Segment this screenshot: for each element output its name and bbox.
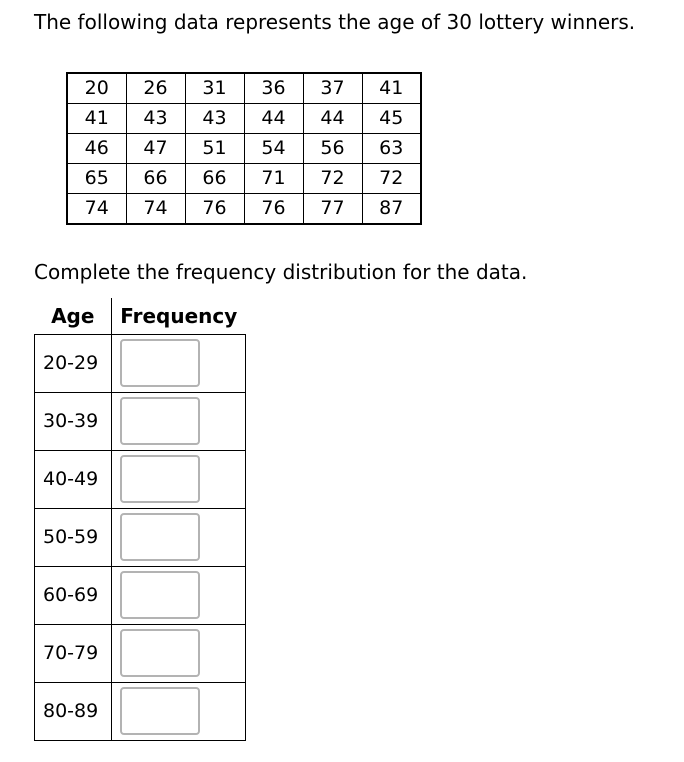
data-row bbox=[67, 134, 421, 164]
data-cell: 36 bbox=[244, 73, 303, 104]
frequency-input-80-89[interactable] bbox=[120, 687, 200, 735]
age-class-label: 80-89 bbox=[35, 682, 112, 740]
frequency-row bbox=[35, 392, 246, 450]
frequency-cell bbox=[112, 682, 246, 740]
frequency-row bbox=[35, 566, 246, 624]
data-cell: 43 bbox=[126, 104, 185, 134]
frequency-input-30-39[interactable] bbox=[120, 397, 200, 445]
data-cell: 47 bbox=[126, 134, 185, 164]
data-cell: 71 bbox=[244, 164, 303, 194]
data-row bbox=[67, 104, 421, 134]
frequency-distribution-table bbox=[34, 298, 246, 741]
data-cell: 20 bbox=[67, 73, 126, 104]
data-cell: 72 bbox=[362, 164, 421, 194]
frequency-column-header: Frequency bbox=[112, 298, 246, 334]
data-cell: 77 bbox=[303, 194, 362, 225]
frequency-row bbox=[35, 508, 246, 566]
question-intro: The following data represents the age of 30 lottery winners. bbox=[34, 10, 636, 34]
data-cell: 63 bbox=[362, 134, 421, 164]
age-class-label: 70-79 bbox=[35, 624, 112, 682]
data-cell: 54 bbox=[244, 134, 303, 164]
frequency-cell bbox=[112, 450, 246, 508]
data-cell: 31 bbox=[185, 73, 244, 104]
age-column-header: Age bbox=[35, 298, 112, 334]
age-class-label: 60-69 bbox=[35, 566, 112, 624]
data-cell: 43 bbox=[185, 104, 244, 134]
frequency-row bbox=[35, 450, 246, 508]
frequency-input-60-69[interactable] bbox=[120, 571, 200, 619]
data-cell: 46 bbox=[67, 134, 126, 164]
age-class-label: 50-59 bbox=[35, 508, 112, 566]
data-cell: 45 bbox=[362, 104, 421, 134]
frequency-row bbox=[35, 682, 246, 740]
data-row bbox=[67, 73, 421, 104]
frequency-cell bbox=[112, 566, 246, 624]
frequency-cell bbox=[112, 334, 246, 392]
age-class-label: 30-39 bbox=[35, 392, 112, 450]
data-cell: 65 bbox=[67, 164, 126, 194]
frequency-cell bbox=[112, 624, 246, 682]
data-row bbox=[67, 164, 421, 194]
data-cell: 26 bbox=[126, 73, 185, 104]
age-class-label: 20-29 bbox=[35, 334, 112, 392]
data-cell: 87 bbox=[362, 194, 421, 225]
data-cell: 44 bbox=[244, 104, 303, 134]
data-cell: 41 bbox=[362, 73, 421, 104]
frequency-cell bbox=[112, 508, 246, 566]
data-cell: 74 bbox=[126, 194, 185, 225]
data-row bbox=[67, 194, 421, 225]
age-data-table bbox=[66, 72, 422, 225]
data-cell: 37 bbox=[303, 73, 362, 104]
question-prompt: Complete the frequency distribution for the data. bbox=[34, 260, 528, 284]
data-cell: 56 bbox=[303, 134, 362, 164]
frequency-input-20-29[interactable] bbox=[120, 339, 200, 387]
frequency-input-50-59[interactable] bbox=[120, 513, 200, 561]
frequency-row bbox=[35, 624, 246, 682]
frequency-header-row bbox=[35, 298, 246, 334]
frequency-row bbox=[35, 334, 246, 392]
data-cell: 66 bbox=[126, 164, 185, 194]
data-cell: 44 bbox=[303, 104, 362, 134]
frequency-input-70-79[interactable] bbox=[120, 629, 200, 677]
data-cell: 76 bbox=[185, 194, 244, 225]
data-cell: 66 bbox=[185, 164, 244, 194]
data-cell: 41 bbox=[67, 104, 126, 134]
frequency-input-40-49[interactable] bbox=[120, 455, 200, 503]
data-cell: 74 bbox=[67, 194, 126, 225]
data-cell: 72 bbox=[303, 164, 362, 194]
data-cell: 76 bbox=[244, 194, 303, 225]
age-class-label: 40-49 bbox=[35, 450, 112, 508]
frequency-cell bbox=[112, 392, 246, 450]
data-cell: 51 bbox=[185, 134, 244, 164]
